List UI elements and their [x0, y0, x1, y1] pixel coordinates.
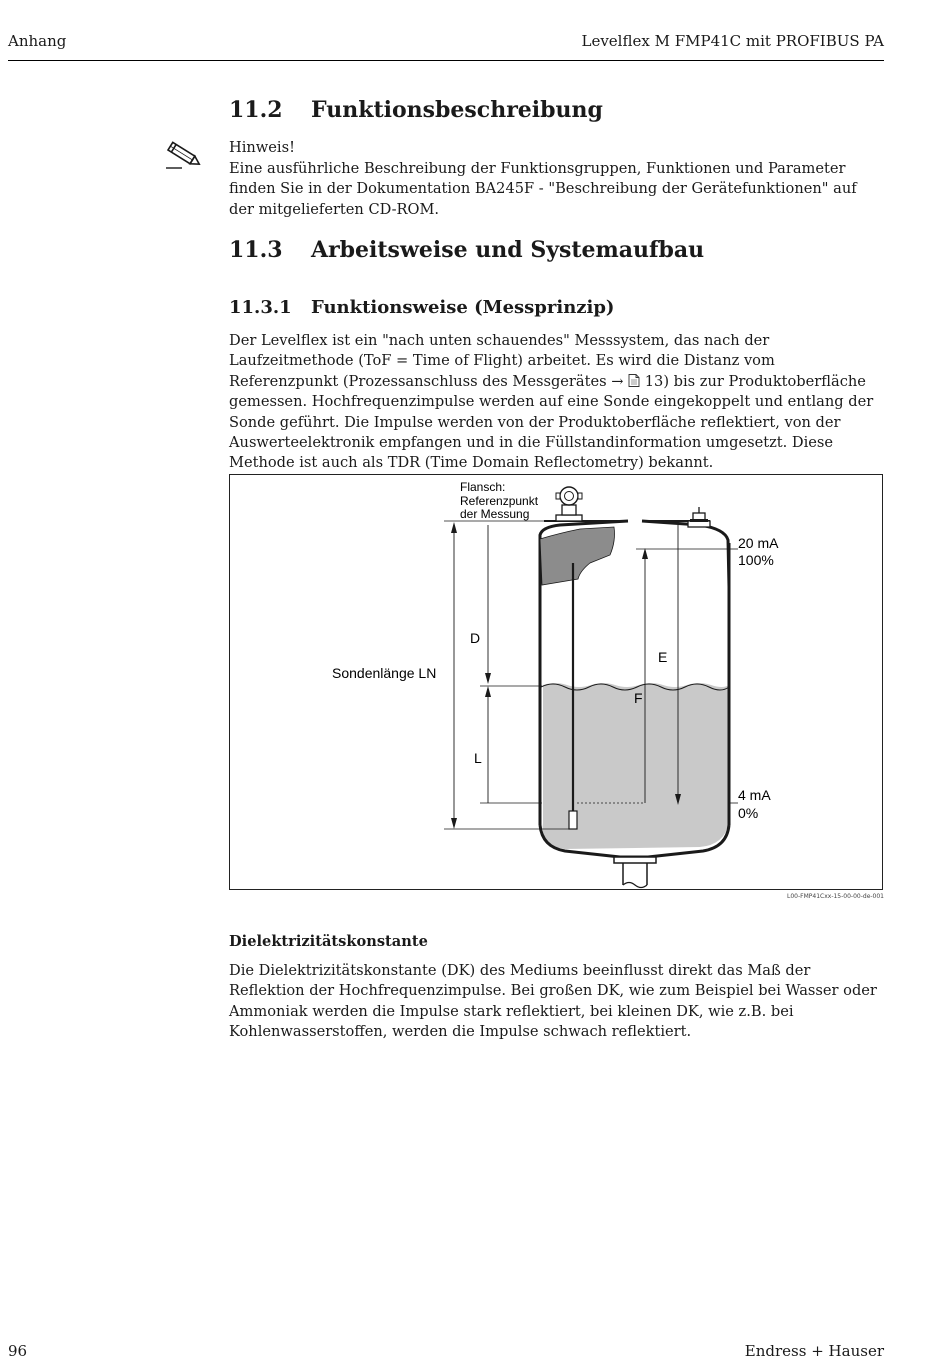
label-f: F [634, 690, 643, 706]
heading-11-2 [229, 97, 603, 123]
process-flange [556, 515, 582, 521]
tank-top-right [642, 521, 729, 587]
flange-label-line-1: Flansch: [460, 480, 506, 494]
heading-title: Funktionsbeschreibung [311, 97, 603, 123]
device-housing-cutaway [540, 527, 615, 585]
note-text: Eine ausführliche Beschreibung der Funktionsgruppen, Funktionen und Parameter finden Sie in der Dokumentation BA245F - "Beschreibung der Gerätefunktionen" auf der mitgelieferten CD-ROM. [229, 160, 857, 218]
reference-arrow: → [611, 372, 624, 390]
label-0-percent: 0% [738, 805, 759, 821]
footer-brand: Endress + Hauser [744, 1342, 884, 1360]
label-l: L [474, 750, 482, 766]
flange-label-line-3: der Messung [460, 507, 530, 521]
figure-id: L00-FMP41Cxx-15-00-00-de-001 [787, 893, 884, 900]
heading-11-3-1 [229, 297, 614, 318]
label-e: E [658, 649, 668, 665]
transmitter-head [560, 487, 578, 505]
header-document-title: Levelflex M FMP41C mit PROFIBUS PA [581, 32, 884, 50]
heading-11-3 [229, 237, 704, 263]
heading-number: 11.2 [229, 97, 283, 123]
header-section-name: Anhang [8, 32, 67, 50]
probe-length-label: Sondenlänge LN [332, 665, 437, 681]
dk-heading: Dielektrizitätskonstante [229, 933, 428, 950]
flange-label-line-2: Referenzpunkt [460, 494, 539, 508]
label-20ma: 20 mA [738, 535, 779, 551]
heading-title: Funktionsweise (Messprinzip) [311, 297, 615, 318]
pencil-note-icon [160, 137, 204, 171]
note-label: Hinweis! [229, 139, 295, 156]
tank-diagram [230, 475, 884, 891]
heading-title: Arbeitsweise und Systemaufbau [311, 237, 705, 263]
heading-number: 11.3 [229, 237, 283, 263]
dk-paragraph: Die Dielektrizitätskonstante (DK) des Mediums beeinflusst direkt das Maß der Reflektion der Hochfrequenzimpulse. Bei großen DK, wie zum Beispiel bei Wasser oder Ammoniak werden die Impulse stark reflektiert, bei kleinen DK, wie z.B. bei Kohlenwasserstoffen, werden die Impulse schwach reflektiert. [229, 962, 877, 1041]
probe-weight [569, 811, 577, 829]
page-number: 96 [8, 1342, 28, 1360]
label-d: D [470, 630, 481, 646]
header-divider [8, 60, 884, 61]
heading-number: 11.3.1 [229, 297, 292, 318]
principle-paragraph [229, 331, 885, 474]
bottom-outlet-flange [614, 857, 656, 863]
label-4ma: 4 mA [738, 787, 771, 803]
tank-measurement-figure [229, 474, 883, 890]
page-reference-icon [628, 374, 640, 387]
page-reference: 13) [644, 372, 670, 390]
label-100-percent: 100% [738, 552, 774, 568]
principle-text-end: bis zur Produktoberfläche gemessen. Hochfrequenzimpulse werden auf eine Sonde eingekoppelt und entlang der Sonde geführt. Die Impulse werden von der Produktoberfläche reflektiert, von der Auswerteelektronik empfangen und in die Füllstandinformation umgesetzt. Diese Methode ist auch als TDR (Time Domain Reflectometry) bekannt. [229, 372, 874, 472]
principle-text-start: Der Levelflex ist ein "nach unten schauendes" Messsystem, das nach der Laufzeitmethode (ToF = Time of Flight) arbeitet. Es wird die Distanz vom Referenzpunkt (Prozessanschluss des Messgerätes [229, 332, 775, 390]
